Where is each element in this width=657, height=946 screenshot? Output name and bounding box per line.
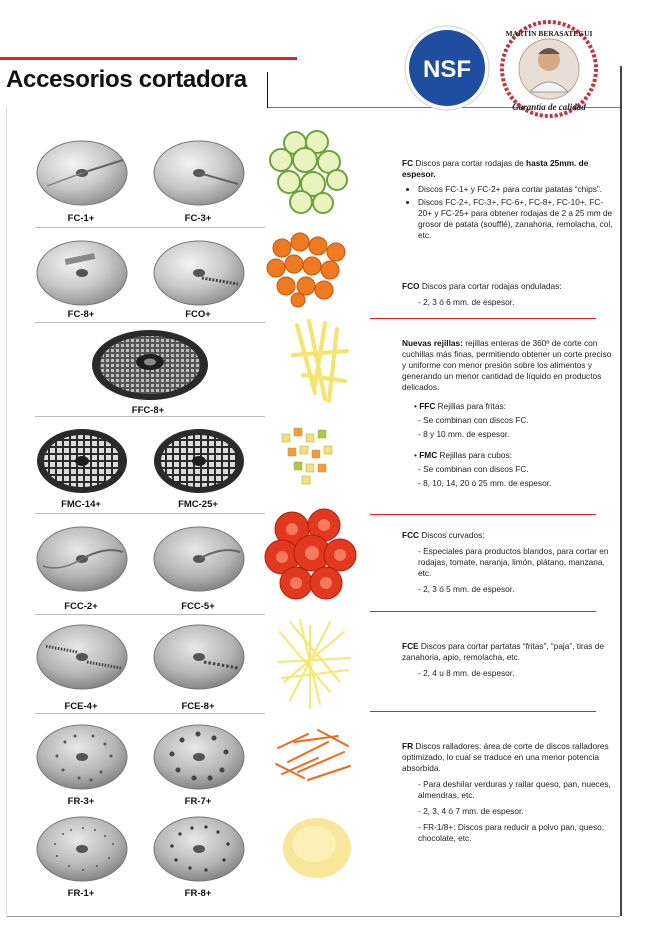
disc-label-fco: FCO+ <box>185 309 211 320</box>
disc-label-fmc25: FMC-25+ <box>178 499 218 510</box>
list-item: • Discos FC-2+, FC-3+, FC-6+, FC-8+, FC-10+, FC-20+ y FC-25+ para obtener rodajas de 2 a 25 mm de grosor de patata (soufflé), zanahoria, remolacha, col, etc. <box>418 197 614 241</box>
section-fcc: FCC Discos curvados: - Especiales para productos blandos, para cortar en rodajas, tomate, naranja, limón, plátano, manzana, etc. - 2, 3 ó 5 mm. de espesor. <box>402 530 614 595</box>
page-title: Accesorios cortadora <box>6 66 247 93</box>
disc-fcc5-image <box>152 524 247 594</box>
list-item: - 2, 3, 4 ó 7 mm. de espesor. <box>418 806 524 816</box>
list-item: - FR-1/8+: Discos para reducir a polvo pan, queso, chocolate, etc. <box>418 822 605 843</box>
disc-fc8-image <box>35 238 130 308</box>
disc-fc1-image <box>35 138 130 208</box>
disc-fr7-image <box>152 722 247 792</box>
disc-label-fce4: FCE-4+ <box>64 701 98 712</box>
section-fc: FC Discos para cortar rodajas de hasta 25mm. de espesor. • Discos FC-1+ y FC-2+ para cortar patatas “chips”. • Discos FC-2+, FC-3+, FC-6+, FC-8+, FC-10+, FC-20+ y FC-25+ para obtener rodajas de 2 a 25 mm de grosor de patata (soufflé), zanahoria, remolacha, col, etc. <box>402 158 614 243</box>
disc-label-fc8: FC-8+ <box>67 309 95 320</box>
disc-fr3-image <box>35 722 130 792</box>
title-accent-bar <box>0 57 297 60</box>
nsf-logo <box>404 25 490 111</box>
disc-label-fc1: FC-1+ <box>67 213 95 224</box>
grid-ffc8-image <box>90 328 210 402</box>
list-item: - 8 y 10 mm. de espesor. <box>418 429 510 439</box>
disc-label-fcc5: FCC-5+ <box>181 601 215 612</box>
divider <box>35 416 265 417</box>
disc-label-fr1: FR-1+ <box>67 888 95 899</box>
section-fc-code: FC <box>402 158 414 168</box>
disc-fco-image <box>152 238 247 308</box>
disc-fc3-image <box>152 138 247 208</box>
tomato-slices-image <box>262 505 360 603</box>
section-fco: FCO Discos para cortar rodajas onduladas: - 2, 3 ó 6 mm. de espesor. <box>402 281 614 308</box>
list-item: - 2, 3 ó 6 mm. de espesor. <box>418 297 515 307</box>
divider <box>35 713 265 714</box>
disc-fce8-image <box>152 622 247 692</box>
fries-sticks-image <box>285 315 357 405</box>
disc-label-fr8: FR-8+ <box>184 888 212 899</box>
divider <box>267 72 268 108</box>
badge-top-text: MARTÍN BERASATEGUI <box>505 29 593 38</box>
grid-fmc25-image <box>152 426 247 496</box>
cucumber-slices-image <box>265 130 353 215</box>
page-frame-bottom <box>6 916 620 917</box>
carrot-wavy-slices-image <box>262 228 354 310</box>
grid-fmc14-image <box>35 426 130 496</box>
list-item: - 8, 10, 14, 20 ó 25 mm. de espesor. <box>418 478 552 488</box>
chef-quality-badge <box>500 20 598 118</box>
list-item: - 2, 4 u 8 mm. de espesor. <box>418 668 515 678</box>
list-item: - 2, 3 ó 5 mm. de espesor. <box>418 584 515 594</box>
disc-label-fmc14: FMC-14+ <box>61 499 101 510</box>
list-item: - Se combinan con discos FC. <box>418 464 529 474</box>
list-item: - Para deshilar verduras y rallar queso, pan, nueces, almendras, etc. <box>418 779 611 800</box>
section-divider <box>370 514 596 515</box>
divider <box>35 322 265 323</box>
section-divider <box>370 711 596 712</box>
section-fr: FR Discos ralladores: área de corte de discos ralladores optimizado, lo cual se traduce en una menor potencia absorbida. - Para deshilar verduras y rallar queso, pan, nueces, almendras, etc. - 2, 3, 4 ó 7 mm. de espesor. - FR-1/8+: Discos para reducir a polvo pan, queso, chocolate, etc. <box>402 741 614 844</box>
list-item: - Especiales para productos blandos, para cortar en rodajas, tomate, naranja, limón, plátano, manzana, etc. <box>418 546 609 578</box>
section-divider <box>370 318 596 319</box>
grated-carrot-image <box>268 718 360 793</box>
section-fce: FCE Discos para cortar partatas “fritas”, “paja”, tiras de zanahoria, apio, remolacha, etc. - 2, 4 u 8 mm. de espesor. <box>402 641 614 679</box>
disc-label-fc3: FC-3+ <box>184 213 212 224</box>
nsf-text: NSF <box>423 56 471 83</box>
disc-fce4-image <box>35 622 130 692</box>
divider <box>35 614 265 615</box>
disc-fr1-image <box>35 814 130 884</box>
page-frame-right <box>620 66 622 916</box>
list-item: • Discos FC-1+ y FC-2+ para cortar patatas “chips”. <box>418 184 614 195</box>
disc-label-ffc8: FFC-8+ <box>131 405 165 416</box>
disc-label-fcc2: FCC-2+ <box>64 601 98 612</box>
list-item: - Se combinan con discos FC. <box>418 415 529 425</box>
page-frame-left <box>6 107 7 917</box>
disc-label-fce8: FCE-8+ <box>181 701 215 712</box>
diced-vegetables-image <box>272 420 352 490</box>
disc-fcc2-image <box>35 524 130 594</box>
section-rejillas: Nuevas rejillas: rejillas enteras de 360º de corte con cuchillas más finas, permitiendo obtener un corte preciso y uniforme con menor presión sobre los alimentos y generando un menor cantidad de líquido en productos delicados. • FFC Rejillas para fritas: - Se combinan con discos FC. - 8 y 10 mm. de espesor. • FMC Rejillas para cubos: - Se combinan con discos FC. - 8, 10, 14, 20 ó 25 mm. de espesor. <box>402 338 614 489</box>
section-divider <box>370 611 596 612</box>
disc-label-fr7: FR-7+ <box>184 796 212 807</box>
julienne-sticks-image <box>270 612 358 712</box>
badge-bottom-text: Garantía de calidad <box>512 102 586 112</box>
divider <box>35 227 265 228</box>
grated-cheese-image <box>278 812 356 882</box>
disc-label-fr3: FR-3+ <box>67 796 95 807</box>
divider <box>35 513 265 514</box>
disc-fr8-image <box>152 814 247 884</box>
